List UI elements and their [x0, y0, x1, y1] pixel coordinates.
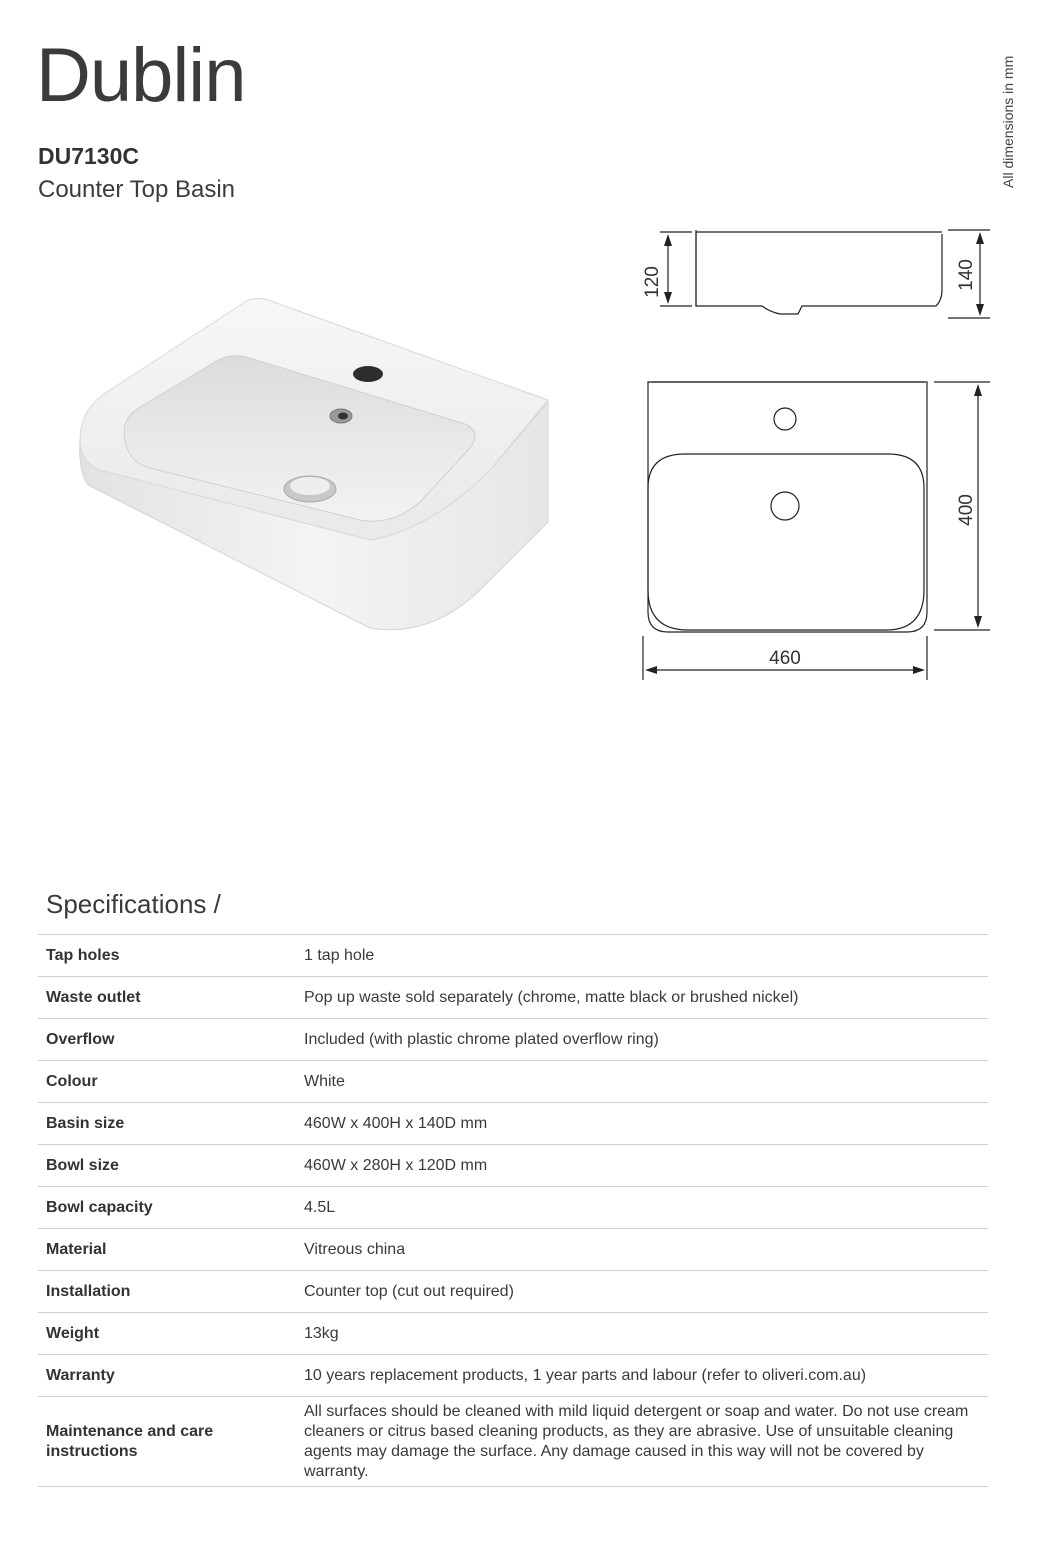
spec-row-basin-size — [38, 1103, 988, 1145]
spec-value: 460W x 400H x 140D mm — [304, 1114, 488, 1132]
spec-label: Material — [46, 1240, 107, 1258]
basin-width-label: 460 — [769, 648, 801, 669]
spec-value: All surfaces should be cleaned with mild liquid detergent or soap and water. Do not use cream cleaners or citrus based cleaning products, as they are abrasive. Use of unsuitable cleaning agents may damage the surface. Any damage caused in this way will not be covered by warranty. — [304, 1402, 969, 1480]
basin-product-image — [70, 290, 560, 640]
spec-value: 460W x 280H x 120D mm — [304, 1156, 488, 1174]
spec-value: 13kg — [304, 1324, 339, 1342]
spec-value: Vitreous china — [304, 1240, 406, 1258]
spec-row-tap-holes — [38, 935, 988, 977]
spec-label: Basin size — [46, 1114, 125, 1132]
spec-row-installation — [38, 1271, 988, 1313]
spec-label: Weight — [46, 1324, 100, 1342]
spec-row-maintenance — [38, 1397, 988, 1487]
spec-value: Counter top (cut out required) — [304, 1282, 514, 1300]
spec-label: Tap holes — [46, 946, 120, 964]
spec-value: Included (with plastic chrome plated overflow ring) — [304, 1030, 659, 1048]
spec-label: Bowl capacity — [46, 1198, 153, 1216]
bowl-depth-label: 120 — [642, 266, 663, 298]
spec-label: Installation — [46, 1282, 131, 1300]
spec-row-waste-outlet — [38, 977, 988, 1019]
spec-label: Overflow — [46, 1030, 115, 1048]
spec-row-bowl-capacity — [38, 1187, 988, 1229]
basin-depth-label: 140 — [956, 259, 977, 291]
spec-row-colour — [38, 1061, 988, 1103]
spec-value: White — [304, 1072, 345, 1090]
spec-row-warranty — [38, 1355, 988, 1397]
spec-row-bowl-size — [38, 1145, 988, 1187]
product-title: Dublin — [36, 33, 246, 118]
basin-length-label: 400 — [956, 494, 977, 526]
product-type: Counter Top Basin — [38, 176, 236, 203]
spec-value: Pop up waste sold separately (chrome, matte black or brushed nickel) — [304, 988, 799, 1006]
spec-value: 1 tap hole — [304, 946, 375, 964]
specifications-table — [38, 934, 988, 1487]
spec-row-overflow — [38, 1019, 988, 1061]
spec-row-material — [38, 1229, 988, 1271]
spec-label: Waste outlet — [46, 988, 141, 1006]
spec-label: Warranty — [46, 1366, 115, 1384]
spec-row-weight — [38, 1313, 988, 1355]
dimension-drawing — [630, 220, 1010, 690]
dimensions-note: All dimensions in mm — [1000, 55, 1016, 188]
spec-label: Colour — [46, 1072, 98, 1090]
spec-label: Bowl size — [46, 1156, 119, 1174]
spec-label: Maintenance and care instructions — [46, 1422, 214, 1460]
specifications-heading: Specifications / — [46, 889, 221, 919]
spec-value: 10 years replacement products, 1 year parts and labour (refer to oliveri.com.au) — [304, 1366, 867, 1384]
product-code: DU7130C — [38, 143, 139, 169]
spec-value: 4.5L — [304, 1198, 336, 1216]
